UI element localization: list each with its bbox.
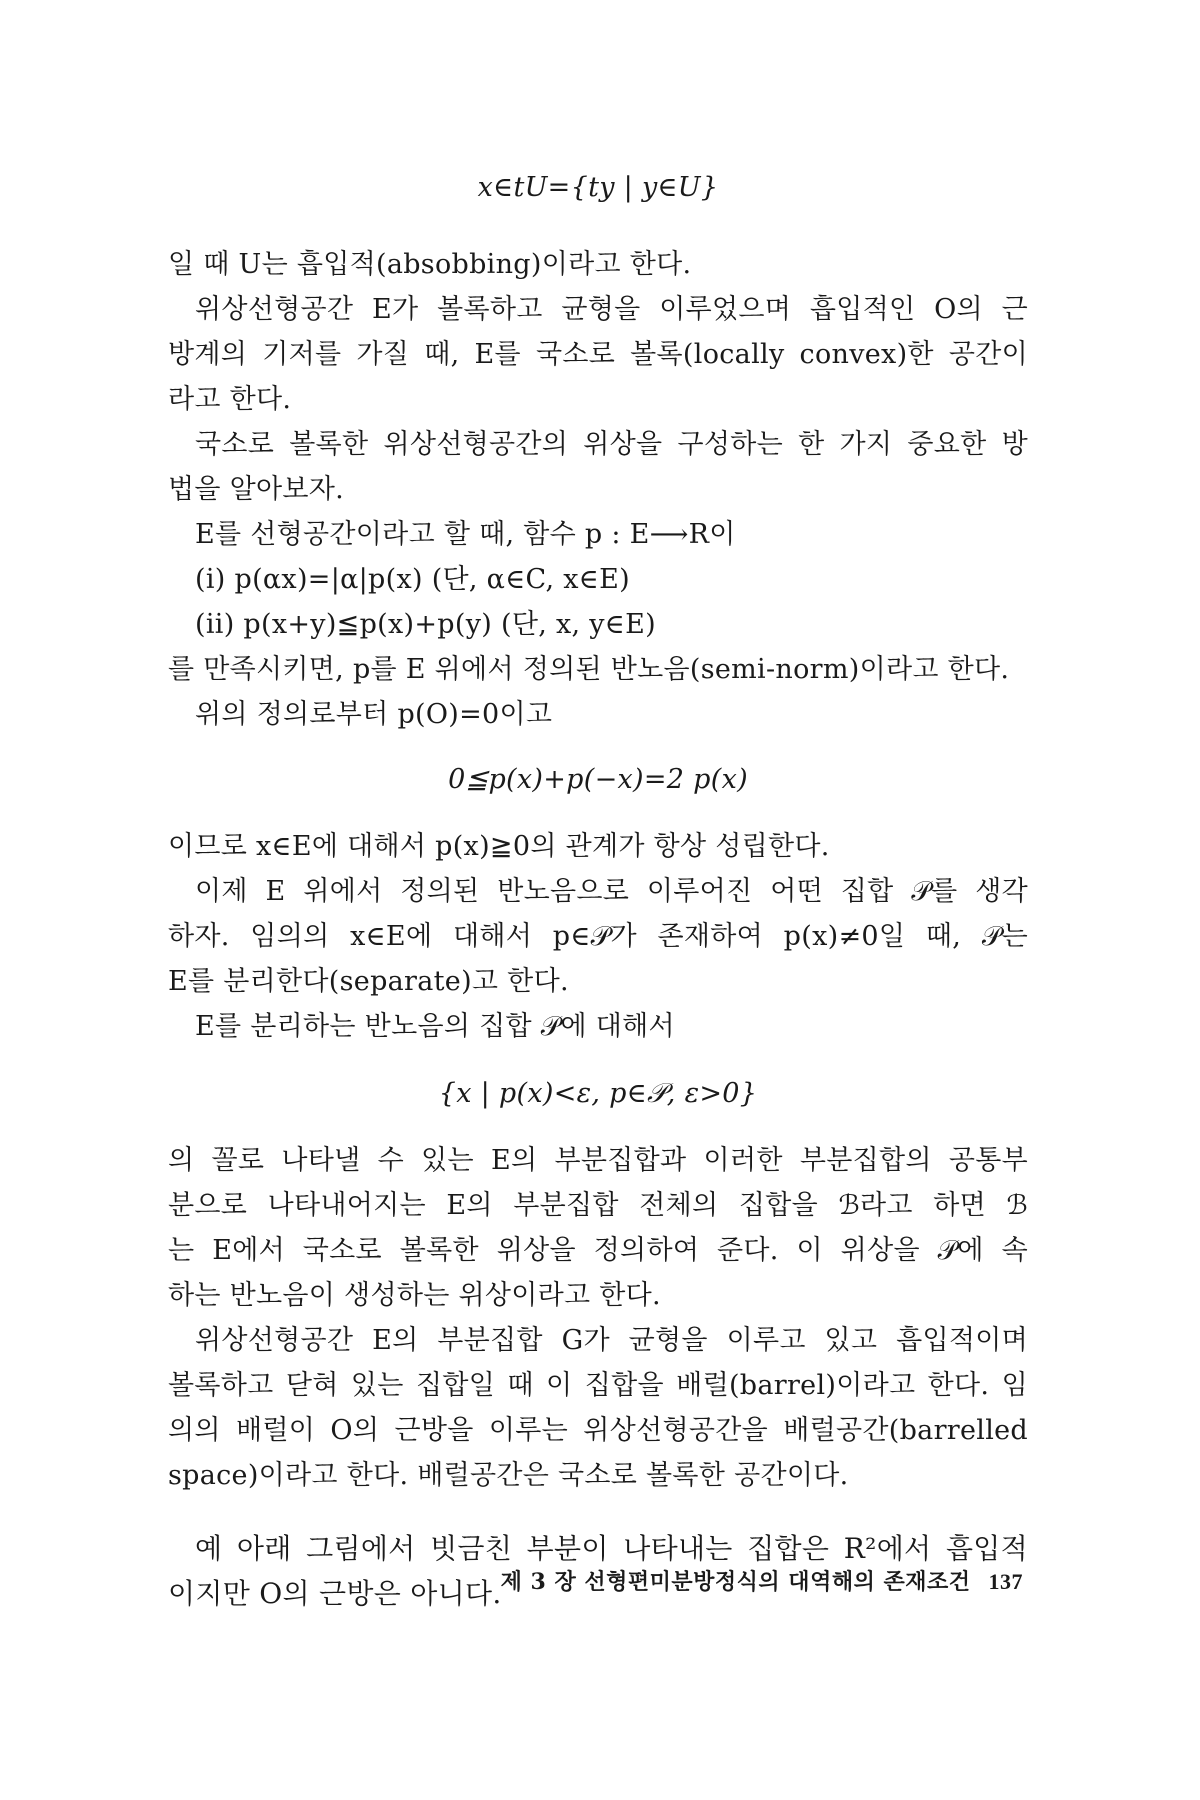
text-line: E를 분리하는 반노음의 집합 𝒫에 대해서 xyxy=(195,1011,675,1042)
paragraph-absorbing-def xyxy=(168,242,1028,287)
text-line: E를 선형공간이라고 할 때, 함수 p : E⟶R이 xyxy=(195,519,736,550)
text-line: 법을 알아보자. xyxy=(168,474,345,505)
body-text xyxy=(168,165,1028,1616)
example-line: 예 아래 그림에서 빗금친 부분이 나타내는 집합은 R²에서 흡입적 xyxy=(195,1532,1028,1565)
text-line: 의 꼴로 나타낼 수 있는 E의 부분집합과 이러한 부분집합의 공통부 xyxy=(168,1145,1028,1176)
formula-positivity: 0≦p(x)+p(−x)=2 p(x) xyxy=(448,764,748,795)
text-line: 볼록하고 닫혀 있는 집합일 때 이 집합을 배럴(barrel)이라고 한다. 임 xyxy=(168,1370,1028,1401)
formula-set: {x | p(x)<ε, p∈𝒫, ε>0} xyxy=(438,1078,758,1109)
text-line: 위상선형공간 E가 볼록하고 균형을 이루었으며 흡입적인 O의 근 xyxy=(195,294,1028,325)
text-line: 하자. 임의의 x∈E에 대해서 p∈𝒫가 존재하여 p(x)≠0일 때, 𝒫는 xyxy=(168,921,1028,952)
paragraph-barrel xyxy=(168,1318,1028,1498)
paragraph-separating-family xyxy=(168,1004,1028,1049)
paragraph-nonnegative xyxy=(168,824,1028,869)
text-line: 일 때 U는 흡입적(absobbing)이라고 한다. xyxy=(168,249,692,280)
paragraph-seminorm-def xyxy=(168,512,1028,737)
text-line: 이제 E 위에서 정의된 반노음으로 이루어진 어떤 집합 𝒫를 생각 xyxy=(195,876,1028,907)
formula-absorbing: x∈tU={ty | y∈U} xyxy=(477,172,719,203)
text-line: 위의 정의로부터 p(O)=0이고 xyxy=(195,699,553,730)
example-line: 이지만 O의 근방은 아니다. xyxy=(168,1577,502,1610)
text-line: 분으로 나타내어지는 E의 부분집합 전체의 집합을 ℬ라고 하면 ℬ xyxy=(168,1190,1028,1221)
text-line: 라고 한다. xyxy=(168,384,292,415)
page-number: 137 xyxy=(988,1569,1023,1594)
paragraph-locally-convex xyxy=(168,287,1028,422)
text-line: 방계의 기저를 가질 때, E를 국소로 볼록(locally convex)한 공간이 xyxy=(168,339,1028,370)
text-line: E를 분리한다(separate)고 한다. xyxy=(168,966,569,997)
text-line: 하는 반노음이 생성하는 위상이라고 한다. xyxy=(168,1280,661,1311)
running-header-chapter: 제 3 장 선형편미분방정식의 대역해의 존재조건 xyxy=(500,1569,971,1595)
text-line: 를 만족시키면, p를 E 위에서 정의된 반노음(semi-norm)이라고 한다. xyxy=(168,654,1010,685)
paragraph-separate xyxy=(168,869,1028,1004)
page-footer xyxy=(168,1565,1023,1596)
text-line: 이므로 x∈E에 대해서 p(x)≧0의 관계가 항상 성립한다. xyxy=(168,831,830,862)
paragraph-generated-topology xyxy=(168,1138,1028,1318)
text-line: 위상선형공간 E의 부분집합 G가 균형을 이루고 있고 흡입적이며 xyxy=(195,1325,1028,1356)
text-line: 의의 배럴이 O의 근방을 이루는 위상선형공간을 배럴공간(barrelled xyxy=(168,1415,1028,1446)
text-line: space)이라고 한다. 배럴공간은 국소로 볼록한 공간이다. xyxy=(168,1460,849,1491)
condition-i: (i) p(αx)=|α|p(x) (단, α∈C, x∈E) xyxy=(195,564,630,595)
condition-ii: (ii) p(x+y)≦p(x)+p(y) (단, x, y∈E) xyxy=(195,609,656,640)
text-line: 국소로 볼록한 위상선형공간의 위상을 구성하는 한 가지 중요한 방 xyxy=(195,429,1028,460)
paragraph-topology-method xyxy=(168,422,1028,512)
text-line: 는 E에서 국소로 볼록한 위상을 정의하여 준다. 이 위상을 𝒫에 속 xyxy=(168,1235,1028,1266)
